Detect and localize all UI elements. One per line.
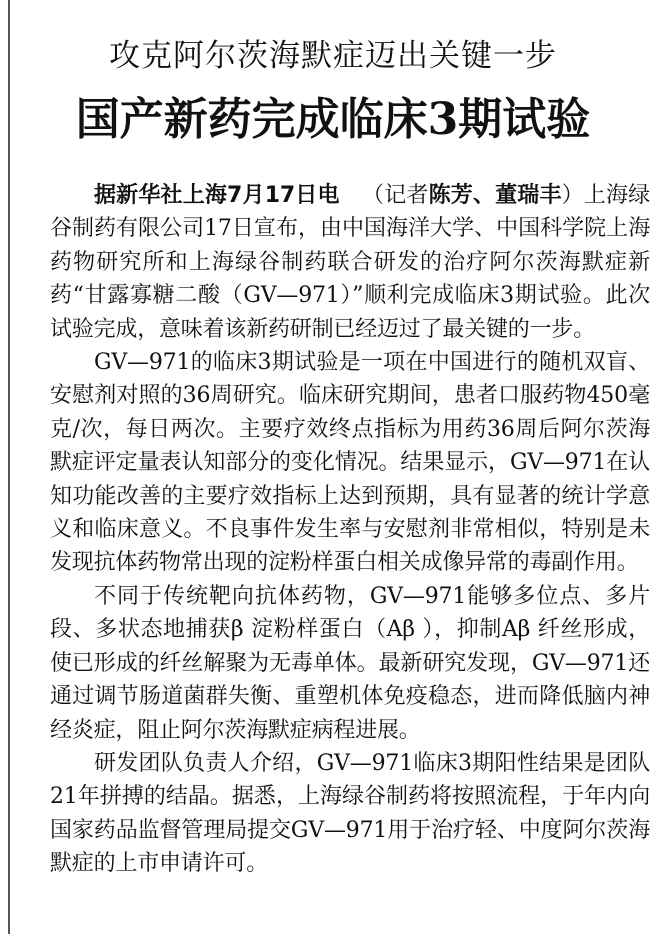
article-body	[50, 179, 650, 881]
headline-title: 国产新药完成临床3期试验	[75, 94, 591, 145]
paragraph-4: 研发团队负责人介绍，GV—971临床3期阳性结果是团队21年拼搏的结晶。据悉，上海绿谷制药将按照流程，于年内向国家药品监督管理局提交GV—971用于治疗轻、中度阿尔茨海默症的上市申请许可。	[50, 750, 650, 877]
headline-subtitle: 攻克阿尔茨海默症迈出关键一步	[109, 38, 557, 74]
reporter-open: （记者	[361, 183, 429, 208]
paragraph-2: GV—971的临床3期试验是一项在中国进行的随机双盲、安慰剂对照的36周研究。临床研究期间，患者口服药物450毫克/次，每日两次。主要疗效终点指标为用药36周后阿尔茨海默症评定量表认知部分的变化情况。结果显示，GV—971在认知功能改善的主要疗效指标上达到预期，具有显著的统计学意义和临床意义。不良事件发生率与安慰剂非常相似，特别是未发现抗体药物常出现的淀粉样蛋白相关成像异常的毒副作用。	[50, 350, 650, 576]
reporter-names: 陈芳、董瑞丰	[428, 183, 562, 208]
paragraph-1-text: 上海绿谷制药有限公司17日宣布，由中国海洋大学、中国科学院上海药物研究所和上海绿谷制药联合研发的治疗阿尔茨海默症新药“甘露寡糖二酸（GV—971）”顺利完成临床3期试验。此次试验完成，意味着该新药研制已经迈过了最关键的一步。	[50, 183, 650, 342]
column-rule	[8, 0, 10, 934]
paragraph-1	[50, 179, 650, 346]
dateline: 据新华社上海7月17日电	[94, 183, 340, 208]
reporter-close: ）	[561, 183, 584, 208]
paragraph-3: 不同于传统靶向抗体药物，GV—971能够多位点、多片段、多状态地捕获β 淀粉样蛋白（Aβ ），抑制Aβ 纤丝形成，使已形成的纤丝解聚为无毒单体。最新研究发现，GV—971还通过调节肠道菌群失衡、重塑机体免疫稳态，进而降低脑内神经炎症，阻止阿尔茨海默症病程进展。	[50, 583, 650, 743]
